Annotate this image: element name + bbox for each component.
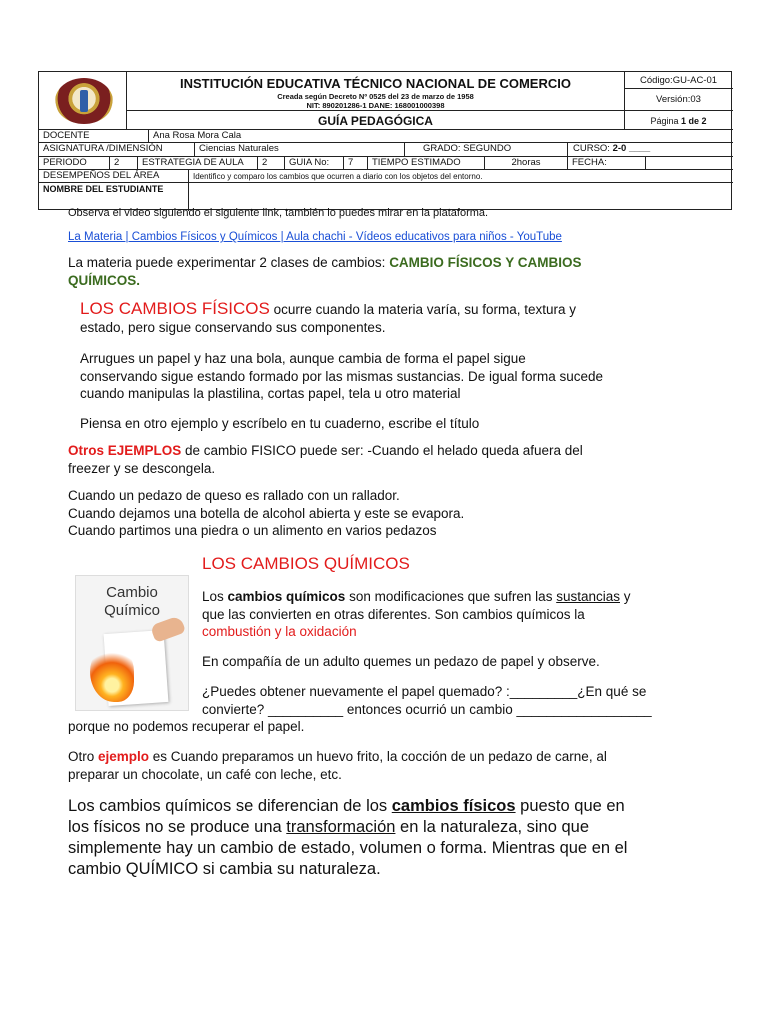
otros-ejemplos-paragraph: Otros EJEMPLOS de cambio FISICO puede ser: -Cuando el helado queda afuera del freezer y se descongela.: [68, 443, 583, 476]
pregunta-continuation: porque no podemos recuperar el papel.: [68, 719, 305, 734]
guia-label: GUIA No:: [289, 157, 330, 168]
intro-text: Observa el video siguiendo el siguiente link, también lo puedes mirar en la plataforma.: [68, 207, 489, 219]
grado-text: GRADO: SEGUNDO: [423, 143, 512, 154]
code-text: Código:GU-AC-01: [639, 75, 718, 86]
curso-field: CURSO: 2-0 ____: [573, 143, 651, 154]
fisicos-paragraph: LOS CAMBIOS FÍSICOS ocurre cuando la materia varía, su forma, textura y estado, pero sigue conservando sus componentes.: [80, 299, 577, 335]
compania-text: En compañía de un adulto quemes un pedazo de papel y observe.: [202, 654, 600, 669]
tiempo-value: 2horas: [511, 157, 541, 168]
header-table: [38, 71, 732, 210]
decree-text: Creada según Decreto Nº 0525 del 23 de marzo de 1958: [277, 92, 474, 101]
arrugues-paragraph: Arrugues un papel y haz una bola, aunque cambia de forma el papel sigue conservando sigue estando formado por las mismas sustancias. De igual forma sucede cuando manipulas la plastilina, cortas papel, tela u otro material: [80, 351, 604, 401]
guide-title: GUÍA PEDAGÓGICA: [318, 114, 433, 128]
otro-ejemplo-paragraph: Otro ejemplo es Cuando preparamos un huevo frito, la cocción de un pedazo de carne, al preparar un chocolate, un café con leche, etc.: [68, 749, 607, 782]
school-logo-icon: [55, 78, 113, 124]
asignatura-label: ASIGNATURA /DIMENSIÓN: [43, 143, 163, 154]
version-text: Versión:03: [656, 94, 701, 105]
tiempo-label: TIEMPO ESTIMADO: [372, 157, 461, 168]
fisicos-heading: LOS CAMBIOS FÍSICOS: [80, 299, 270, 318]
video-link[interactable]: La Materia | Cambios Físicos y Químicos | Aula chachi - Vídeos educativos para niños - YouTube: [68, 231, 562, 243]
quimicos-definition: Los cambios químicos son modificaciones que sufren las sustancias y que las convierten en otras diferentes. Son cambios químicos la combustión y la oxidación: [202, 589, 631, 639]
pregunta-paragraph: ¿Puedes obtener nuevamente el papel quemado? :_________¿En qué se convierte? __________ entonces ocurrió un cambio __________________: [202, 684, 652, 717]
quimicos-heading: LOS CAMBIOS QUÍMICOS: [202, 554, 410, 573]
periodo-label: PERIODO: [43, 157, 87, 168]
image-title-line-2: Químico: [104, 602, 160, 619]
nit-text: NIT: 890201286-1 DANE: 168001000398: [306, 101, 445, 110]
estrategia-value: 2: [262, 157, 268, 168]
fecha-field[interactable]: [646, 156, 732, 158]
estrategia-label: ESTRATEGIA DE AULA: [142, 157, 244, 168]
image-title-line-1: Cambio: [106, 584, 158, 601]
periodo-value: 2: [114, 157, 120, 168]
classes-paragraph: La materia puede experimentar 2 clases de cambios: CAMBIO FÍSICOS Y CAMBIOS QUÍMICOS.: [68, 255, 582, 288]
docente-label: DOCENTE: [43, 130, 90, 141]
estudiante-label: NOMBRE DEL ESTUDIANTE: [43, 184, 164, 194]
asignatura-value: Ciencias Naturales: [199, 143, 279, 154]
docente-value: Ana Rosa Mora Cala: [153, 130, 242, 141]
cambio-quimico-image: [75, 575, 189, 711]
hand-icon: [150, 615, 186, 643]
conclusion-paragraph: Los cambios químicos se diferencian de los cambios físicos puesto que en los físicos no se produce una transformación en la naturaleza, sino que simplemente hay un cambio de estado, volumen o forma. Mientras que en el cambio QUÍMICO si cambia su naturaleza.: [68, 797, 628, 878]
fisicos-examples-list: Cuando un pedazo de queso es rallado con un rallador. Cuando dejamos una botella de alcohol abierta y este se evapora. Cuando partimos una piedra o un alimento en varios pedazos: [68, 488, 465, 538]
piensa-text: Piensa en otro ejemplo y escríbelo en tu cuaderno, escribe el título: [80, 416, 480, 431]
fire-icon: [90, 646, 134, 702]
desempenos-value: Identifico y comparo los cambios que ocurren a diario con los objetos del entorno.: [193, 172, 483, 181]
page-indicator: Página 1 de 2: [650, 116, 707, 126]
guia-value: 7: [348, 157, 354, 168]
institution-name: INSTITUCIÓN EDUCATIVA TÉCNICO NACIONAL DE COMERCIO: [180, 76, 571, 91]
desempenos-label: DESEMPEÑOS DEL ÁREA: [43, 170, 160, 181]
fecha-label: FECHA:: [572, 157, 607, 168]
